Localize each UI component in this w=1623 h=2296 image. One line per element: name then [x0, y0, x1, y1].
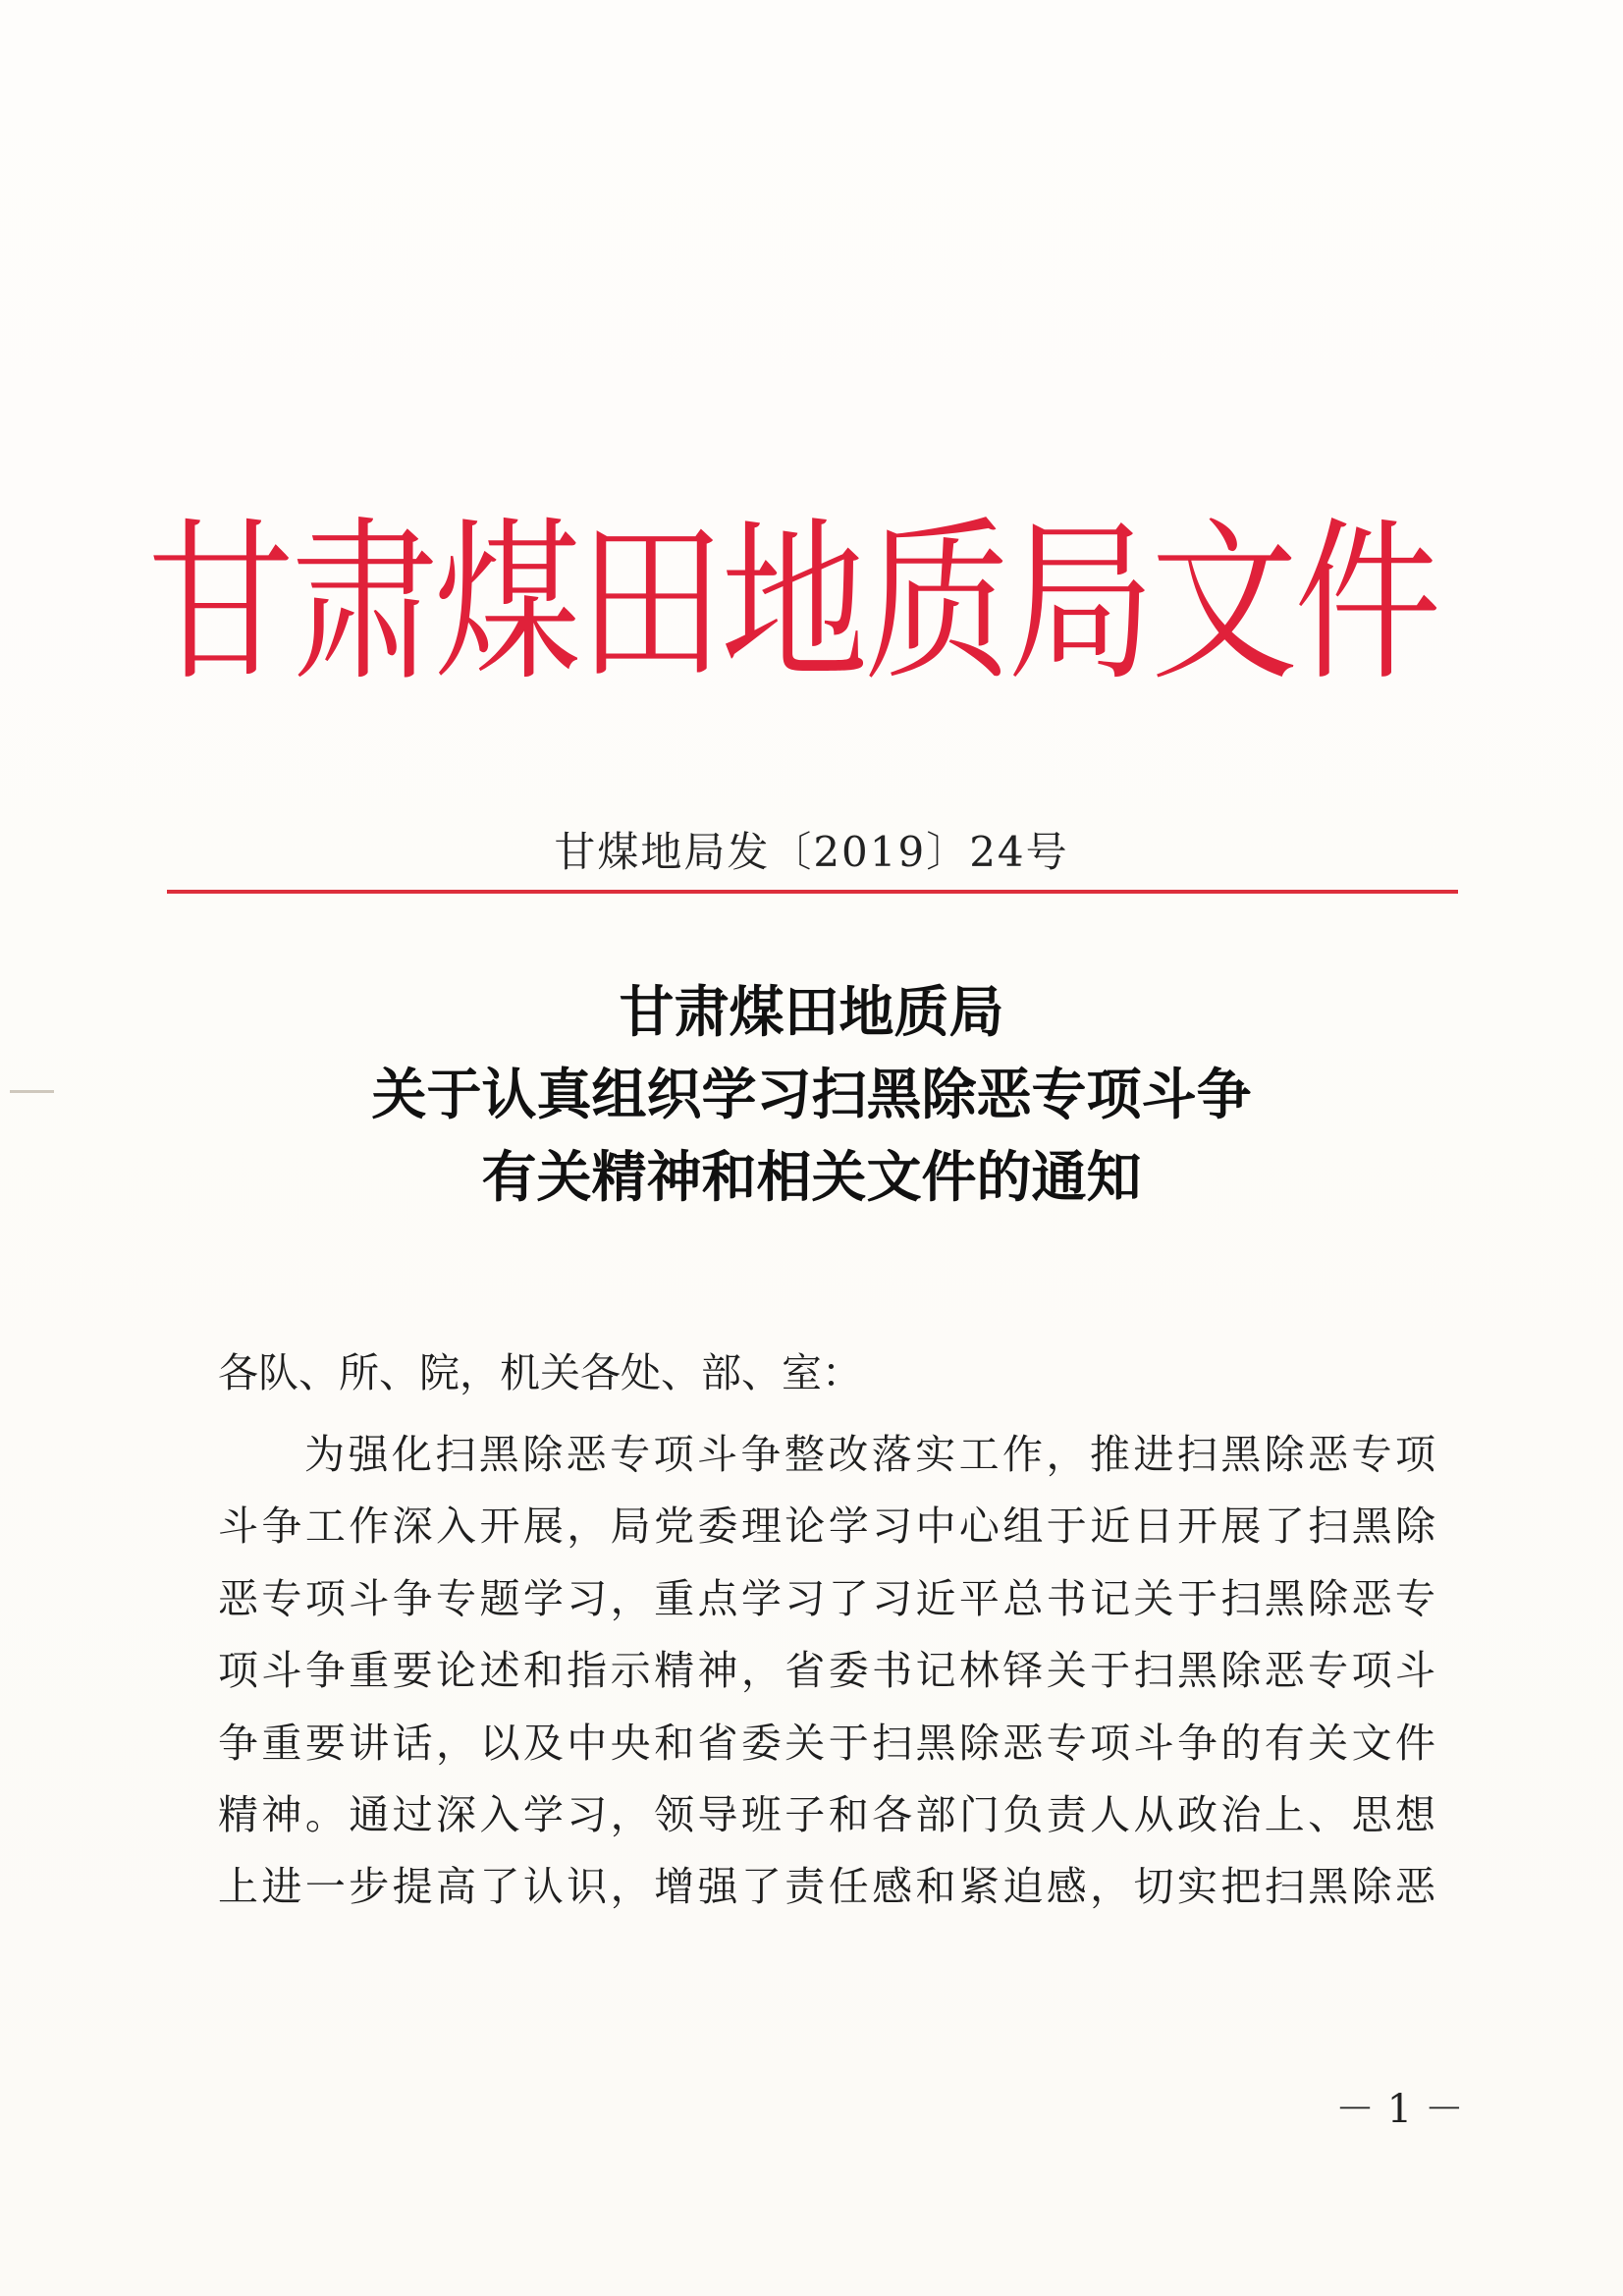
- issuer-masthead: 甘肃煤田地质局文件: [147, 503, 1438, 705]
- salutation: 各队、所、院，机关各处、部、室：: [218, 1349, 862, 1396]
- title-line-2: 关于认真组织学习扫黑除恶专项斗争: [371, 1064, 1252, 1127]
- red-separator-line: [167, 890, 1458, 894]
- body-line: 精神。通过深入学习，领导班子和各部门负责人从政治上、思想: [218, 1791, 1435, 1839]
- body-paragraph: [218, 1419, 1435, 1924]
- body-line: 恶专项斗争专题学习，重点学习了习近平总书记关于扫黑除恶专: [218, 1574, 1435, 1622]
- document-number: 甘煤地局发〔2019〕24号: [554, 828, 1069, 876]
- body-line: 为强化扫黑除恶专项斗争整改落实工作，推进扫黑除恶专项: [304, 1431, 1435, 1478]
- page-number: － 1 －: [1335, 2087, 1464, 2132]
- title-line-3: 有关精神和相关文件的通知: [481, 1146, 1142, 1210]
- document-title: [0, 972, 1623, 1220]
- body-line: 斗争工作深入开展，局党委理论学习中心组于近日开展了扫黑除: [218, 1503, 1435, 1551]
- body-line: 项斗争重要论述和指示精神，省委书记林铎关于扫黑除恶专项斗: [218, 1647, 1435, 1695]
- body-line: 争重要讲话，以及中央和省委关于扫黑除恶专项斗争的有关文件: [218, 1719, 1435, 1767]
- title-line-1: 甘肃煤田地质局: [619, 981, 1004, 1045]
- body-line: 上进一步提高了认识，增强了责任感和紧迫感，切实把扫黑除恶: [218, 1863, 1435, 1911]
